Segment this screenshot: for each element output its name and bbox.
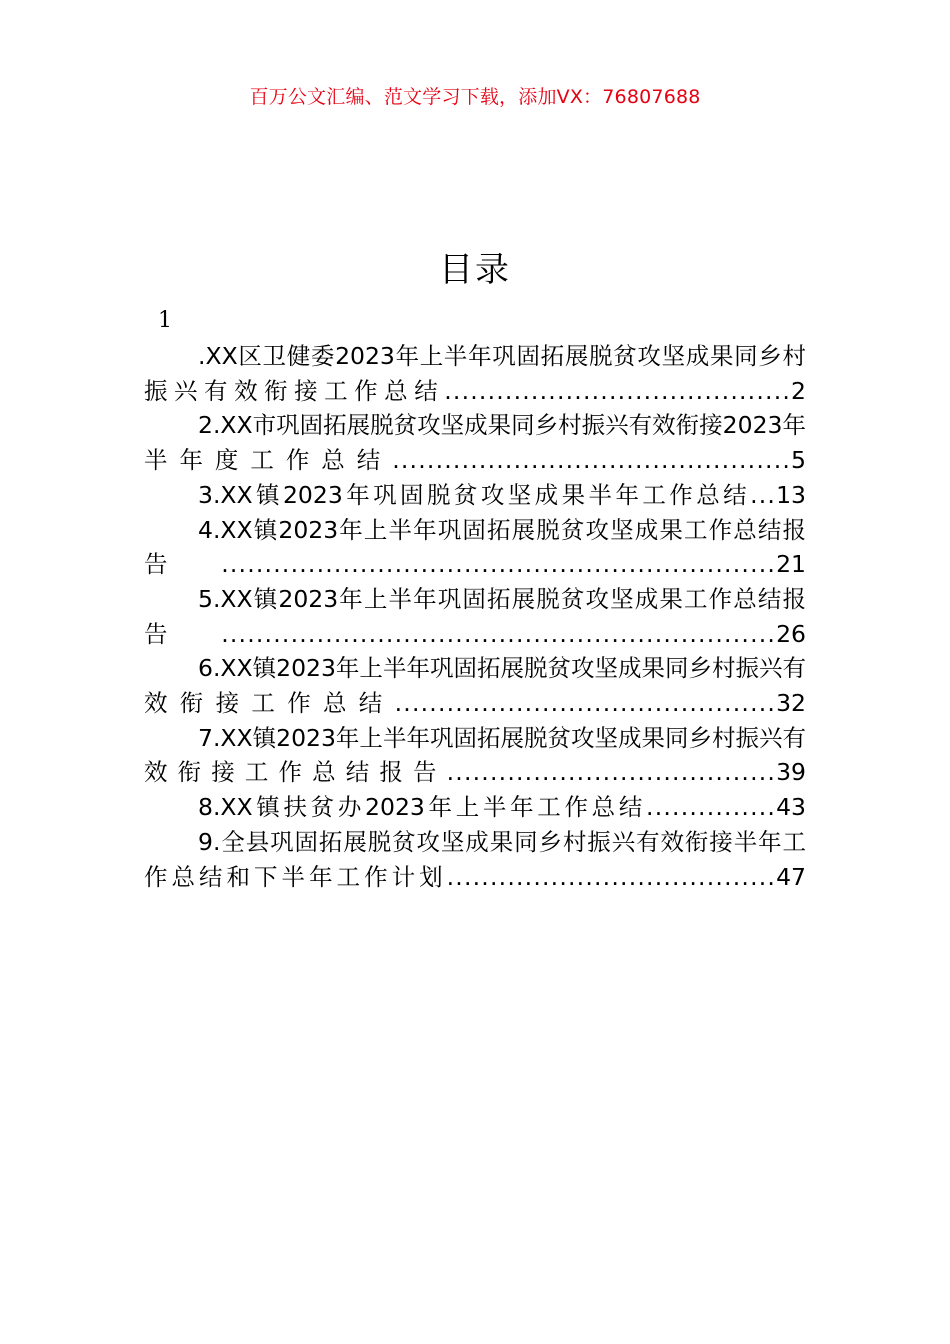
toc-entry-page: 26 [776,619,806,648]
page-marker: 1 [158,308,172,333]
toc-entry-2[interactable] [144,408,806,477]
toc-entry-9[interactable] [144,825,806,894]
toc-entry-title: 4.XX镇2023年上半年巩固拓展脱贫攻坚成果工作总结报告 [144,515,806,579]
toc-entry-3[interactable] [144,478,806,513]
toc-entry-title: 2.XX市巩固拓展脱贫攻坚成果同乡村振兴有效衔接2023年半年度工作总结 [144,411,806,475]
toc-entry-title: 9.全县巩固拓展脱贫攻坚成果同乡村振兴有效衔接半年工作总结和下半年工作计划 [144,827,806,891]
toc-entry-title: 5.XX镇2023年上半年巩固拓展脱贫攻坚成果工作总结报告 [144,584,806,648]
toc-entry-7[interactable] [144,721,806,790]
toc-entry-leader: ...................................... [446,862,777,891]
toc-entry-leader: ................................................................ [221,550,777,579]
toc-entry-title: .XX区卫健委2023年上半年巩固拓展脱贫攻坚成果同乡村振兴有效衔接工作总结 [144,342,806,405]
toc-entry-6[interactable] [144,651,806,720]
toc-entry-1[interactable] [144,339,806,408]
toc-entry-page: 21 [776,550,806,579]
header-banner: 百万公文汇编、范文学习下载，添加VX：76807688 [249,86,701,108]
page-title: 目录 [439,250,511,290]
toc-entry-leader: ... [750,480,777,509]
toc-entry-8[interactable] [144,790,806,825]
toc-entry-leader: .............................................. [392,446,792,475]
toc-entry-5[interactable] [144,582,806,651]
toc-entry-leader: ................................................................ [221,619,777,648]
toc-entry-page: 2 [791,376,806,405]
toc-entry-leader: ............... [646,793,777,822]
toc-entry-page: 13 [776,480,806,509]
table-of-contents [144,339,806,894]
toc-entry-leader: ...................................... [446,758,777,787]
toc-entry-page: 5 [791,446,806,475]
toc-entry-page: 43 [776,793,806,822]
toc-entry-page: 32 [776,689,806,718]
toc-entry-page: 47 [776,862,806,891]
toc-entry-page: 39 [776,758,806,787]
toc-entry-title: 3.XX镇2023年巩固脱贫攻坚成果半年工作总结 [198,480,751,509]
toc-entry-4[interactable] [144,513,806,582]
toc-entry-leader: ............................................ [394,689,777,718]
toc-entry-title: 6.XX镇2023年上半年巩固拓展脱贫攻坚成果同乡村振兴有效衔接工作总结 [144,654,806,718]
toc-entry-title: 8.XX镇扶贫办2023年上半年工作总结 [198,793,647,822]
toc-entry-title: 7.XX镇2023年上半年巩固拓展脱贫攻坚成果同乡村振兴有效衔接工作总结报告 [144,723,806,787]
toc-entry-leader: ........................................ [444,376,792,405]
